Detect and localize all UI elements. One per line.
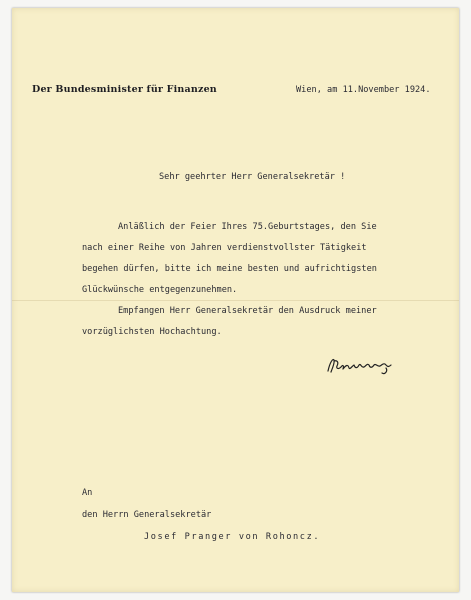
salutation: Sehr geehrter Herr Generalsekretär !: [159, 172, 346, 182]
letter-date: Wien, am 11.November 1924.: [296, 85, 431, 95]
letterhead: Der Bundesminister für Finanzen: [32, 84, 217, 95]
address-title: den Herrn Generalsekretär: [82, 510, 212, 520]
handwritten-signature: [324, 354, 400, 376]
letter-page: [12, 8, 459, 592]
body-line-1: Anläßlich der Feier Ihres 75.Geburtstages, den Sie: [118, 222, 377, 232]
address-name: Josef Pranger von Rohoncz.: [144, 532, 321, 542]
paper-fold-line: [12, 300, 459, 301]
body-line-3: begehen dürfen, bitte ich meine besten und aufrichtigsten: [82, 264, 377, 274]
body-line-6: vorzüglichsten Hochachtung.: [82, 327, 222, 337]
body-line-5: Empfangen Herr Generalsekretär den Ausdruck meiner: [118, 306, 377, 316]
address-to: An: [82, 488, 93, 498]
body-line-2: nach einer Reihe von Jahren verdienstvollster Tätigkeit: [82, 243, 367, 253]
body-line-4: Glückwünsche entgegenzunehmen.: [82, 285, 238, 295]
